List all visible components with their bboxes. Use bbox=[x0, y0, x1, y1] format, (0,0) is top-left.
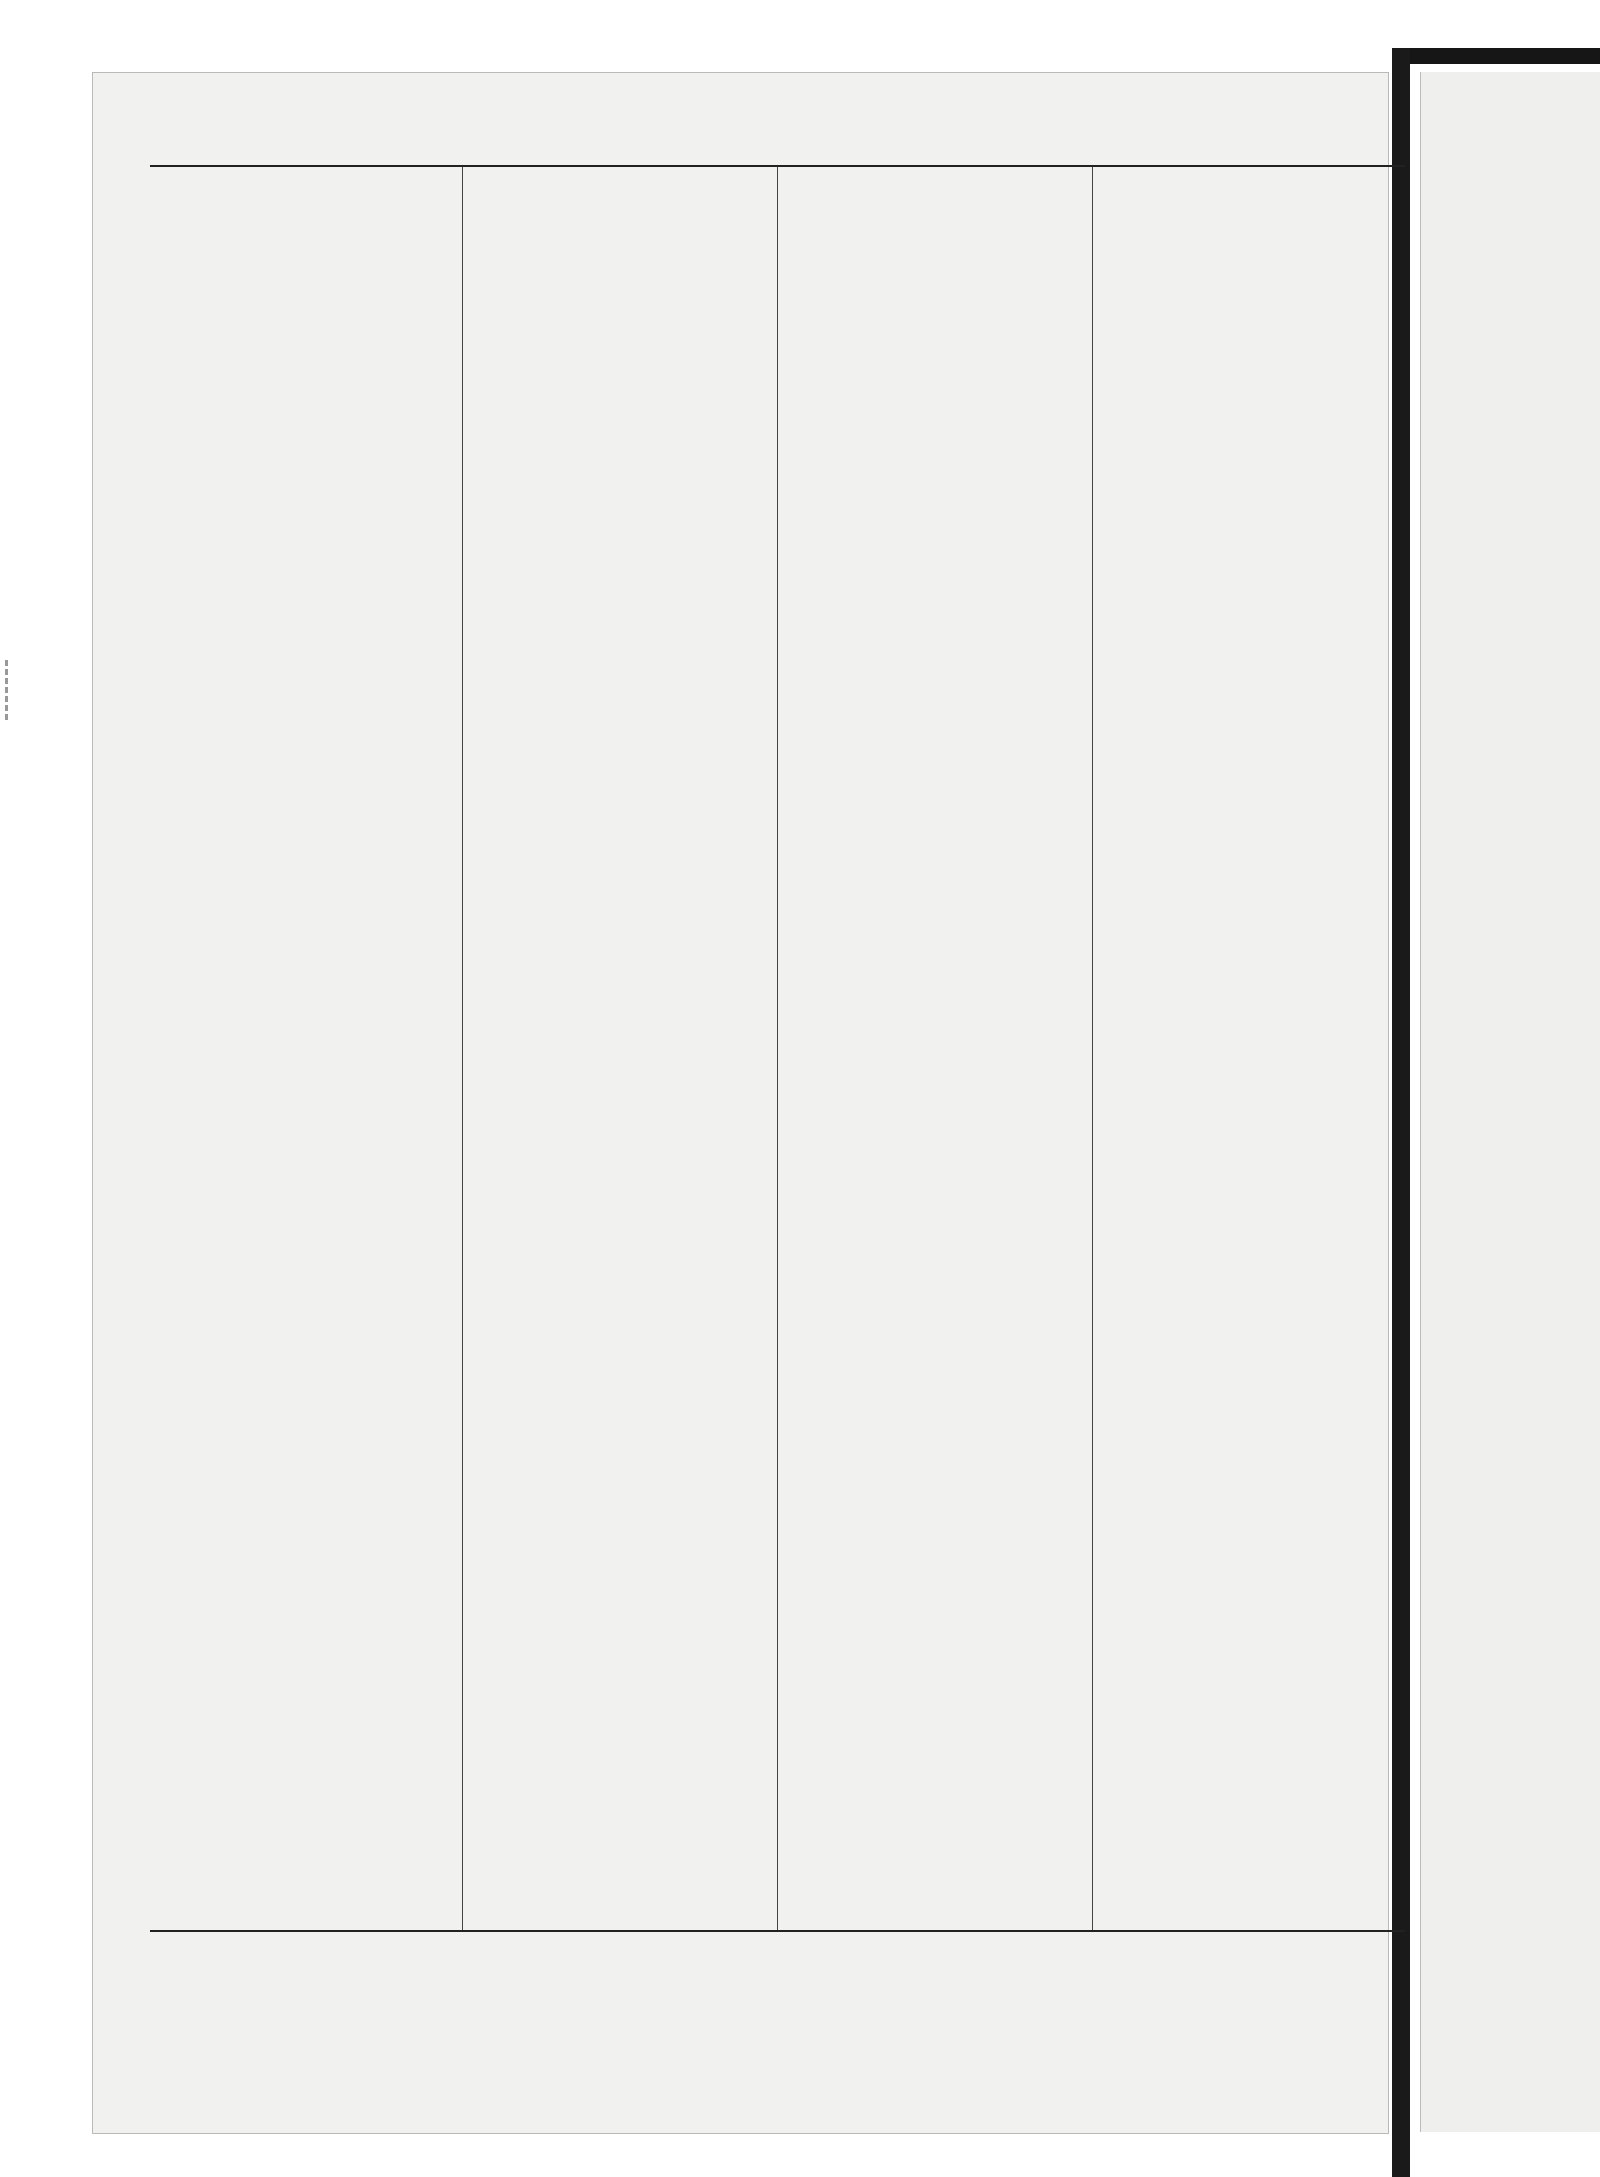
text-column-2 bbox=[467, 172, 767, 1924]
column-rule bbox=[462, 167, 463, 1930]
text-column-4 bbox=[1097, 172, 1397, 1924]
column-rule bbox=[1092, 167, 1093, 1930]
text-column-1 bbox=[152, 172, 452, 1924]
page-header bbox=[160, 124, 1165, 158]
margin-dash-mark bbox=[5, 660, 12, 720]
text-column-3 bbox=[782, 172, 1082, 1924]
column-rule bbox=[777, 167, 778, 1930]
film-edge-top bbox=[1392, 48, 1600, 64]
footer-rule bbox=[150, 1930, 1405, 1932]
margin-labels bbox=[6, 895, 58, 1895]
next-page-sheet bbox=[1420, 72, 1600, 2132]
